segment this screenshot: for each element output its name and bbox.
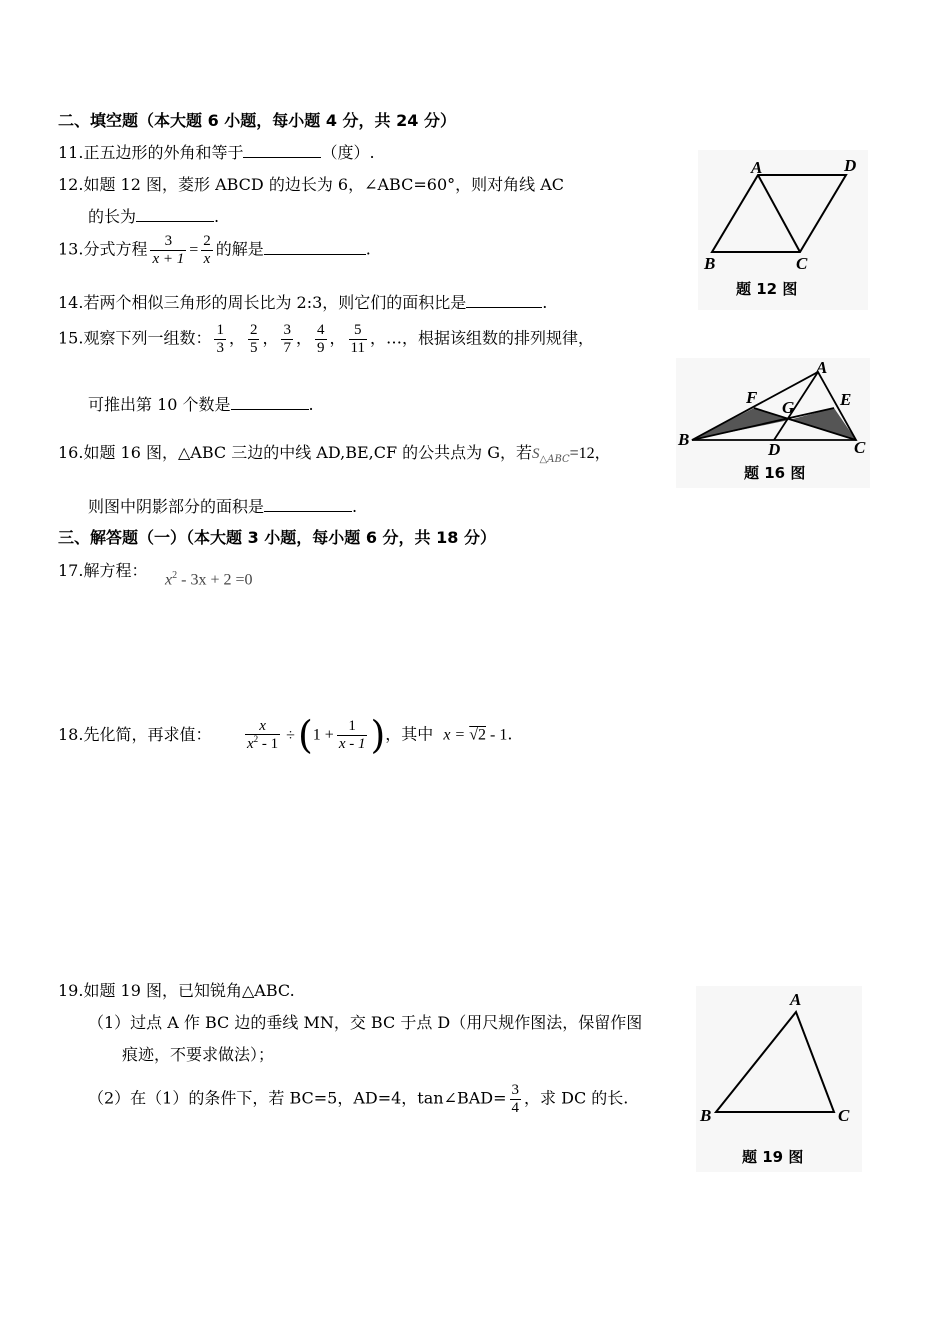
label-B: B <box>700 1106 712 1125</box>
label-A: A <box>751 158 763 177</box>
figure-19-caption: 题 19 图 <box>742 1148 804 1166</box>
expression-18: $\frac{x}{x^2 - 1}$ ÷(1 + $\frac{1}{x - 1}$ )，其中 x = √2 - 1. <box>247 713 513 757</box>
label-F: F <box>746 388 758 407</box>
question-19: 19.如题 19 图，已知锐角△ABC. <box>58 981 295 1000</box>
fraction: $\frac{5}{11}$ <box>350 322 365 356</box>
answer-blank[interactable] <box>264 240 366 255</box>
label-G: G <box>782 398 795 417</box>
fraction: $\frac{3}{7}$ <box>283 322 291 356</box>
label-C: C <box>854 438 866 457</box>
question-19-part2: （2）在（1）的条件下，若 BC=5，AD=4，tan∠BAD= $\frac{3}{4}$ ，求 DC 的长. <box>88 1082 629 1116</box>
question-17: 17.解方程： <box>58 561 148 580</box>
figure-12 <box>698 150 868 310</box>
figure-16 <box>676 358 870 488</box>
section-3-title: 三、解答题（一）（本大题 3 小题，每小题 6 分，共 18 分） <box>58 528 496 547</box>
figure-19 <box>696 986 862 1172</box>
question-12-line2: 的长为 . <box>88 207 220 226</box>
answer-blank[interactable] <box>136 207 214 222</box>
label-C: C <box>838 1106 850 1125</box>
label-B: B <box>678 430 690 449</box>
label-A: A <box>790 990 802 1009</box>
question-19-part1-line2: 痕迹，不要求做法）； <box>122 1045 275 1064</box>
fraction: $\frac{4}{9}$ <box>317 322 325 356</box>
label-C: C <box>796 254 808 273</box>
label-B: B <box>704 254 716 273</box>
triangle-diagram <box>696 986 862 1172</box>
question-16-line2: 则图中阴影部分的面积是 . <box>88 497 358 516</box>
answer-blank[interactable] <box>466 293 542 308</box>
question-15: 15.观察下列一组数： $\frac{1}{3}$ ， $\frac{2}{5}$ ， $\frac{3}{7}$ ， $\frac{4}{9}$ ， $\frac{5}{11}$ ，…，根据该组数的排列规律， <box>58 322 594 356</box>
question-18: 18.先化简，再求值： <box>58 725 212 744</box>
label-D: D <box>844 156 857 175</box>
label-E: E <box>840 390 852 409</box>
question-15-line2: 可推出第 10 个数是 . <box>88 395 314 414</box>
question-14: 14.若两个相似三角形的周长比为 2:3，则它们的面积比是 . <box>58 293 548 312</box>
fraction: $\frac{3}{x + 1}$ <box>152 233 185 267</box>
answer-blank[interactable] <box>231 395 309 410</box>
question-13: 13.分式方程 $\frac{3}{x + 1}$ = $\frac{2}{x}$ 的解是 . <box>58 233 371 267</box>
answer-blank[interactable] <box>243 143 321 158</box>
label-D: D <box>768 440 781 459</box>
fraction: $\frac{x}{x^2 - 1}$ <box>247 717 279 752</box>
fraction: $\frac{2}{5}$ <box>249 322 258 356</box>
question-12-line1: 12.如题 12 图，菱形 ABCD 的边长为 6，∠ABC=60°，则对角线 AC <box>58 175 565 194</box>
label-A: A <box>816 358 828 377</box>
fraction: $\frac{3}{4}$ <box>511 1082 520 1116</box>
question-16: 16.如题 16 图，△ABC 三边的中线 AD,BE,CF 的公共点为 G，若$S_{\triangle ABC}=12$， <box>58 443 611 466</box>
fraction: $\frac{1}{x - 1}$ <box>338 718 366 752</box>
figure-16-caption: 题 16 图 <box>744 464 806 482</box>
question-19-part1: （1）过点 A 作 BC 边的垂线 MN，交 BC 于点 D（用尺规作图法，保留作图 <box>88 1013 643 1032</box>
figure-12-caption: 题 12 图 <box>736 280 798 298</box>
section-2-title: 二、填空题（本大题 6 小题，每小题 4 分，共 24 分） <box>58 111 456 130</box>
fraction: $\frac{1}{3}$ <box>216 322 224 356</box>
answer-blank[interactable] <box>264 497 352 512</box>
equation-17: $x^2 - 3x + 2 =0$ <box>165 570 253 589</box>
fraction: $\frac{2}{x}$ <box>203 233 211 267</box>
question-11: 11.正五边形的外角和等于 （度）. <box>58 143 375 162</box>
